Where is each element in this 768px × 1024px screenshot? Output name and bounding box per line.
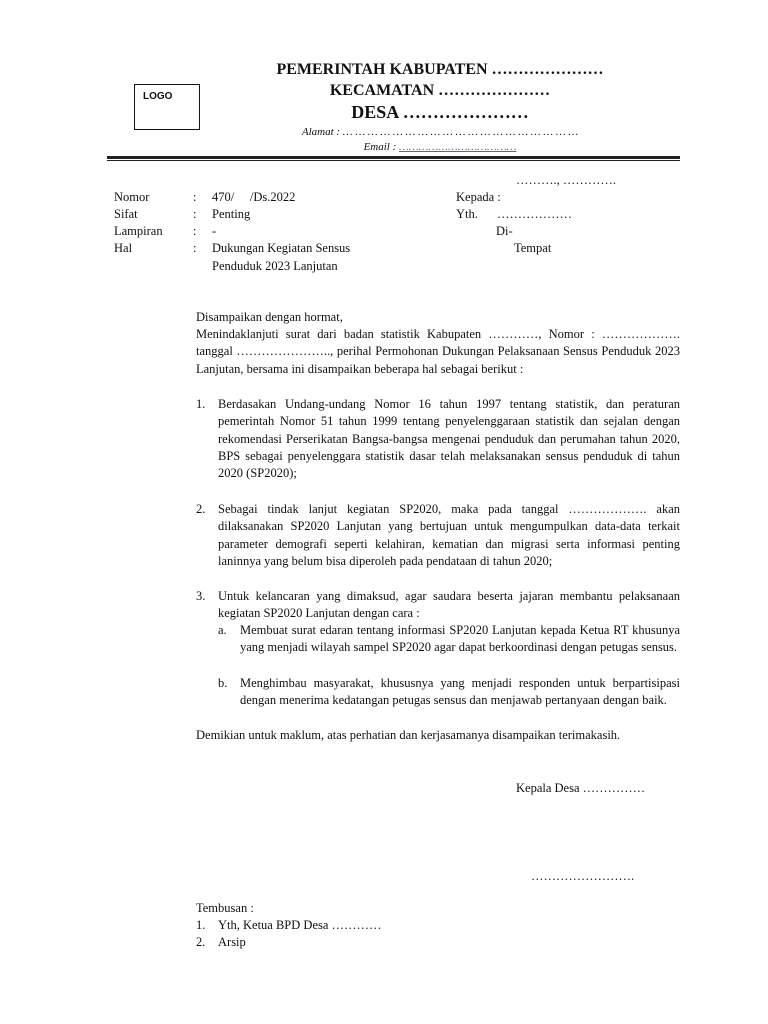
- recipient-kepada: Kepada :: [456, 190, 501, 204]
- email-link[interactable]: ………………………………: [399, 141, 517, 153]
- lampiran-colon: :: [193, 224, 197, 238]
- date-line: ………., ………….: [516, 173, 616, 187]
- subitem-b-letter: b.: [218, 676, 228, 690]
- nomor-value: 470/ /Ds.2022: [212, 190, 296, 204]
- intro-paragraph: Menindaklanjuti surat dari badan statistik Kabupaten …………, Nomor : ………………. tanggal ………………….., perihal Permohonan Dukungan Pelaksanaan Sensus Penduduk 2023 Lanjutan, bersama ini disampaikan beberapa hal sebagai berikut :: [196, 327, 680, 376]
- hal-value-line1: Dukungan Kegiatan Sensus: [212, 241, 351, 255]
- lampiran-value: -: [212, 224, 217, 238]
- recipient-name-blank: ………………: [497, 207, 572, 221]
- header-government: PEMERINTAH KABUPATEN …………………: [276, 61, 604, 78]
- signature-title: Kepala Desa ……………: [516, 781, 646, 795]
- item-2-text: Sebagai tindak lanjut kegiatan SP2020, maka pada tanggal ………………. akan dilaksanakan SP2020 Lanjutan yang bertujuan untuk mengumpulkan data-data terkait parameter demografi seperti kelahiran, kematian dan migrasi serta informasi penting laninnya yang belum bisa diperoleh pada pendataan di tahun 2020;: [218, 502, 680, 568]
- hal-label: Hal: [114, 241, 133, 255]
- item-3-text: Untuk kelancaran yang dimaksud, agar saudara beserta jajaran membantu pelaksanaan kegiatan SP2020 Lanjutan dengan cara :: [218, 589, 680, 621]
- nomor-label: Nomor: [114, 190, 150, 204]
- address-value: … … … … … … … … … … … … … … … … … … …: [342, 126, 579, 138]
- tembusan-item-1-number: 1.: [196, 918, 206, 932]
- item-1-number: 1.: [196, 397, 206, 411]
- closing-paragraph: Demikian untuk maklum, atas perhatian dan kerjasamanya disampaikan terimakasih.: [196, 728, 621, 742]
- item-1-text: Berdasakan Undang-undang Nomor 16 tahun 1997 tentang statistik, dan peraturan pemerintah Nomor 51 tahun 1999 tentang penyelenggaraan statistik dan sejalan dengan rekomendasi Perserikatan Bangsa-bangsa mengenai penduduk dan perumahan tahun 2020, BPS sebagai penyelenggara statistik dasar telah melaksanakan sensus penduduk di tahun 2020 (SP2020);: [218, 397, 680, 481]
- header-village: DESA …………………: [351, 102, 529, 122]
- nomor-colon: :: [193, 190, 197, 204]
- item-3-number: 3.: [196, 589, 206, 603]
- hal-value-line2: Penduduk 2023 Lanjutan: [212, 259, 338, 273]
- greeting: Disampaikan dengan hormat,: [196, 310, 343, 324]
- subitem-a-text: Membuat surat edaran tentang informasi SP2020 Lanjutan kepada Ketua RT khusunya yang menjadi wilayah sampel SP2020 agar dapat berkoordinasi dengan petugas sensus.: [240, 623, 680, 655]
- lampiran-label: Lampiran: [114, 224, 163, 238]
- signature-name-blank: …………………….: [531, 869, 635, 883]
- subitem-a-letter: a.: [218, 623, 227, 637]
- address-line: [200, 126, 680, 138]
- address-label: Alamat :: [301, 126, 341, 138]
- header-district: KECAMATAN …………………: [329, 82, 551, 99]
- tembusan-item-2-number: 2.: [196, 935, 206, 949]
- sifat-label: Sifat: [114, 207, 138, 221]
- sifat-colon: :: [193, 207, 197, 221]
- tembusan-item-1-text: Yth, Ketua BPD Desa …………: [218, 918, 382, 932]
- header-divider-thick: [107, 156, 680, 159]
- email-label: Email :: [363, 141, 397, 153]
- email-line: [200, 141, 680, 153]
- item-2-number: 2.: [196, 502, 206, 516]
- recipient-di: Di-: [496, 224, 513, 238]
- sifat-value: Penting: [212, 207, 251, 221]
- subitem-b-text: Menghimbau masyarakat, khususnya yang menjadi responden untuk berpartisipasi dengan menerima kedatangan petugas sensus dan menjawab pertanyaan dengan baik.: [240, 676, 680, 708]
- header-divider-thin: [107, 160, 680, 161]
- recipient-tempat: Tempat: [514, 241, 552, 255]
- recipient-yth: Yth.: [456, 207, 478, 221]
- tembusan-label: Tembusan :: [196, 901, 254, 915]
- tembusan-item-2-text: Arsip: [218, 935, 246, 949]
- logo-box: LOGO: [134, 84, 200, 130]
- hal-colon: :: [193, 241, 197, 255]
